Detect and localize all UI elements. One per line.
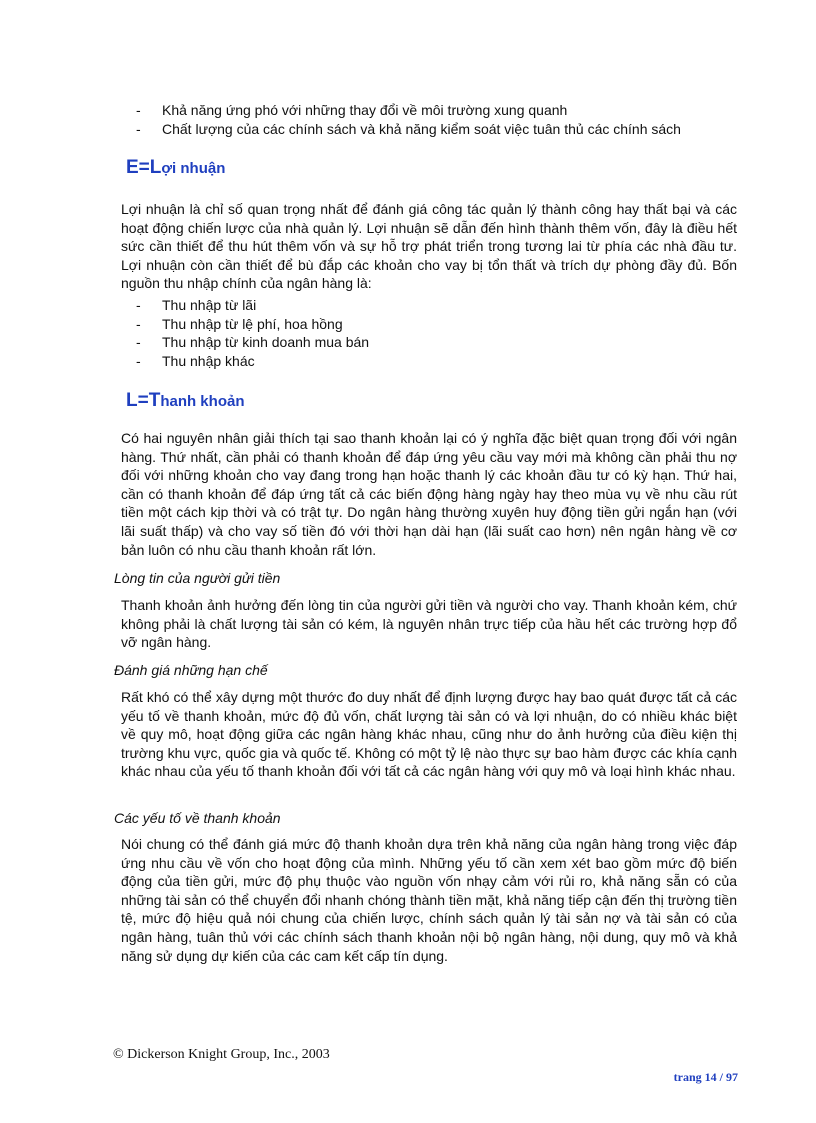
section-heading-profit: E=Lợi nhuận xyxy=(126,157,226,178)
income-bullet-list xyxy=(136,296,369,370)
bullet-dash: - xyxy=(136,120,141,137)
copyright-footer: © Dickerson Knight Group, Inc., 2003 xyxy=(113,1047,330,1062)
paragraph-profit: Lợi nhuận là chỉ số quan trọng nhất để đánh giá công tác quản lý thành công hay thất bại và các hoạt động chiến lược của nhà quản lý. Lợi nhuận sẽ dẫn đến hình thành thêm vốn, đây là điều hết sức cần thiết để thu hút thêm vốn và sự hỗ trợ phát triển trong tương lai từ phía các nhà đầu tư. Lợi nhuận còn cần thiết để bù đắp các khoản cho vay bị tổn thất và trích dự phòng đầy đủ. Bốn nguồn thu nhập chính của ngân hàng là: xyxy=(121,201,737,292)
top-bullet-list xyxy=(136,101,681,138)
list-item: - Thu nhập từ kinh doanh mua bán xyxy=(136,334,370,350)
paragraph-liquidity-factors: Nói chung có thể đánh giá mức độ thanh khoản dựa trên khả năng của ngân hàng trong việc đáp ứng nhu cầu về vốn cho hoạt động của mình. Những yếu tố cần xem xét bao gồm mức độ biến động của tiền gửi, mức độ phụ thuộc vào nguồn vốn nhạy cảm với rủi ro, khả năng sẵn có của những tài sản có thể chuyển đổi nhanh chóng thành tiền mặt, khả năng tiếp cận đến thị trường tiền tệ, mức độ hiệu quả nói chung của chiến lược, chính sách quản lý tài sản nợ và tài sản có của ngân hàng, tuân thủ với các chính sách thanh khoản nội bộ ngân hàng, nội dung, quy mô và khả năng sử dụng dự kiến của các cam kết cấp tín dụng. xyxy=(121,836,737,964)
list-item: - Thu nhập khác xyxy=(136,352,255,369)
list-item: - Thu nhập từ lãi xyxy=(136,297,257,313)
subheading-depositor-trust: Lòng tin của người gửi tiền xyxy=(114,570,281,586)
bullet-dash: - xyxy=(136,334,141,350)
page-number: trang 14 / 97 xyxy=(673,1070,738,1084)
section-heading-liquidity: L=Thanh khoản xyxy=(126,390,245,411)
list-item: - Chất lượng của các chính sách và khả năng kiểm soát việc tuân thủ các chính sách xyxy=(136,120,681,137)
paragraph-limitations: Rất khó có thể xây dựng một thước đo duy nhất để định lượng được hay bao quát được tất cả các yếu tố về thanh khoản, mức độ đủ vốn, chất lượng tài sản có và lợi nhuận, do có nhiều khác biệt về quy mô, hoạt động giữa các ngân hàng khác nhau, cũng như do ảnh hưởng của điều kiện thị trường khu vực, quốc gia và quốc tế. Không có một tỷ lệ nào thực sự bao hàm được các khía cạnh khác nhau của yếu tố thanh khoản đối với tất cả các ngân hàng với quy mô và loại hình khác nhau. xyxy=(121,689,737,780)
list-item: - Khả năng ứng phó với những thay đổi về môi trường xung quanh xyxy=(136,102,568,118)
list-item: - Thu nhập từ lệ phí, hoa hồng xyxy=(136,315,343,332)
bullet-dash: - xyxy=(136,315,141,332)
subheading-liquidity-factors: Các yếu tố về thanh khoản xyxy=(114,810,281,826)
bullet-dash: - xyxy=(136,102,141,118)
bullet-dash: - xyxy=(136,297,141,313)
subheading-limitations: Đánh giá những hạn chế xyxy=(114,662,268,678)
paragraph-liquidity: Có hai nguyên nhân giải thích tại sao thanh khoản lại có ý nghĩa đặc biệt quan trọng đối với ngân hàng. Thứ nhất, cần phải có thanh khoản để đáp ứng yêu cầu vay mới mà không cần phải thu nợ đối với những khoản cho vay đang trong hạn hoặc thanh lý các khoản đầu tư có kỳ hạn. Thứ hai, cần có thanh khoản để đáp ứng tất cả các biến động hàng ngày hay theo mùa vụ về nhu cầu rút tiền một cách kịp thời và có trật tự. Do ngân hàng thường xuyên huy động tiền gửi ngắn hạn (với lãi suất thấp) và cho vay số tiền đó với thời hạn dài hạn (lãi suất cao hơn) nên ngân hàng về cơ bản luôn có nhu cầu thanh khoản rất lớn. xyxy=(121,430,737,558)
bullet-dash: - xyxy=(136,352,141,369)
paragraph-depositor-trust: Thanh khoản ảnh hưởng đến lòng tin của người gửi tiền và người cho vay. Thanh khoản kém, chứ không phải là chất lượng tài sản có kém, là nguyên nhân trực tiếp của hầu hết các trường hợp đổ vỡ ngân hàng. xyxy=(121,597,737,651)
